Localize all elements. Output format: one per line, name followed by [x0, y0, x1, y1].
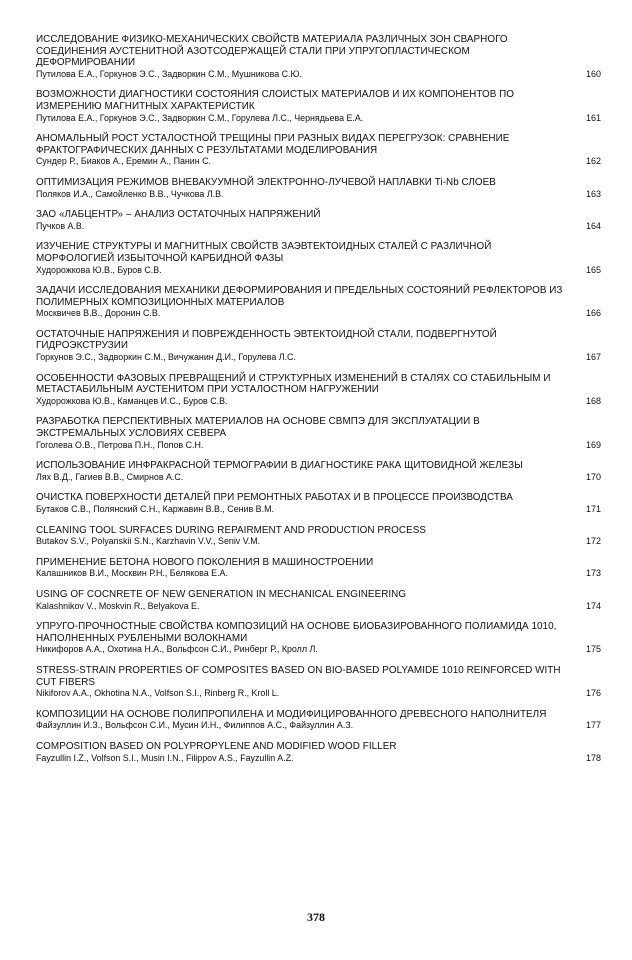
entry-title: CLEANING TOOL SURFACES DURING REPAIRMENT AND PRODUCTION PROCESS: [36, 524, 426, 536]
entry-authors: Fayzullin I.Z., Volfson S.I., Musin I.N., Filippov A.S., Fayzullin A.Z.: [36, 752, 294, 763]
page-number: 378: [307, 910, 325, 924]
toc-entry: [36, 460, 601, 482]
toc-entry: [36, 89, 601, 123]
entry-authors: Бутаков С.В., Полянский С.Н., Каржавин В.В., Сенив В.М.: [36, 504, 274, 514]
toc-entry: [36, 373, 601, 407]
entry-authors: Сундер Р., Биаков А., Еремин А., Панин С.: [36, 156, 211, 167]
entry-page-number: 172: [585, 536, 601, 547]
entry-page-number: 171: [585, 504, 601, 514]
entry-title: USING OF COCNRETE OF NEW GENERATION IN MECHANICAL ENGINEERING: [36, 588, 407, 600]
entry-page-number: 164: [585, 220, 601, 231]
entry-title: ОПТИМИЗАЦИЯ РЕЖИМОВ ВНЕВАКУУМНОЙ ЭЛЕКТРОННО-ЛУЧЕВОЙ НАПЛАВКИ Ti-Nb СЛОЕВ: [36, 176, 496, 188]
entry-title: ОСОБЕННОСТИ ФАЗОВЫХ ПРЕВРАЩЕНИЙ И СТРУКТУРНЫХ ИЗМЕНЕНИЙ В СТАЛЯХ СО СТАБИЛЬНЫМ И МЕТАСТАБИЛЬНЫМ АУСТЕНИТОМ ПРИ УСТАЛОСТНОМ НАГРУЖЕНИИ: [36, 372, 551, 396]
entry-authors: Файзуллин И.З., Вольфсон С.И., Мусин И.Н., Филиппов А.С., Файзуллин А.З.: [36, 720, 354, 731]
entry-authors: Горкунов Э.С., Задворкин С.М., Вичужанин Д.И., Горулева Л.С.: [36, 352, 296, 363]
toc-entry: [36, 285, 601, 319]
entry-title: КОМПОЗИЦИИ НА ОСНОВЕ ПОЛИПРОПИЛЕНА И МОДИФИЦИРОВАННОГО ДРЕВЕСНОГО НАПОЛНИТЕЛЯ: [36, 708, 547, 720]
entry-title: УПРУГО-ПРОЧНОСТНЫЕ СВОЙСТВА КОМПОЗИЦИЙ НА ОСНОВЕ БИОБАЗИРОВАННОГО ПОЛИАМИДА 1010, НАПОЛНЕННЫХ РУБЛЕНЫМИ ВОЛОКНАМИ: [36, 621, 557, 644]
entry-title: ВОЗМОЖНОСТИ ДИАГНОСТИКИ СОСТОЯНИЯ СЛОИСТЫХ МАТЕРИАЛОВ И ИХ КОМПОНЕНТОВ ПО ИЗМЕРЕНИЮ МАГНИТНЫХ ХАРАКТЕРИСТИК: [36, 89, 515, 112]
toc-entry: [36, 177, 601, 199]
toc-entry: [36, 525, 601, 547]
entry-page-number: 162: [585, 156, 601, 167]
entry-page-number: 165: [585, 264, 601, 275]
entry-page-number: 176: [585, 688, 601, 699]
entry-page-number: 163: [585, 188, 601, 199]
entry-authors: Nikiforov A.A., Okhotina N.A., Volfson S.I., Rinberg R., Kroll L.: [36, 688, 280, 699]
toc-entry: [36, 209, 601, 231]
entry-page-number: 166: [585, 308, 601, 319]
entry-title: ОСТАТОЧНЫЕ НАПРЯЖЕНИЯ И ПОВРЕЖДЕННОСТЬ ЭВТЕКТОИДНОЙ СТАЛИ, ПОДВЕРГНУТОЙ ГИДРОЭКСТРУЗИИ: [36, 328, 497, 352]
toc-entry: [36, 133, 601, 167]
entry-page-number: 177: [585, 720, 601, 731]
entry-title: STRESS-STRAIN PROPERTIES OF COMPOSITES BASED ON BIO-BASED POLYAMIDE 1010 REINFORCED WITH CUT FIBERS: [36, 664, 561, 688]
entry-page-number: 170: [585, 471, 601, 482]
entry-page-number: 168: [585, 395, 601, 406]
entry-authors: Пучков А.В.: [36, 220, 85, 231]
entry-authors: Kalashnikov V., Moskvin R., Belyakova E.: [36, 600, 200, 611]
entry-page-number: 173: [585, 568, 601, 579]
toc-entry: [36, 416, 601, 450]
entry-page-number: 160: [585, 68, 601, 79]
entry-title: РАЗРАБОТКА ПЕРСПЕКТИВНЫХ МАТЕРИАЛОВ НА ОСНОВЕ СВМПЭ ДЛЯ ЭКСПЛУАТАЦИИ В ЭКСТРЕМАЛЬНЫХ УСЛОВИЯХ СЕВЕРА: [36, 416, 480, 440]
entry-authors: Путилова Е.А., Горкунов Э.С., Задворкин С.М., Горулева Л.С., Чернядьева Е.А.: [36, 112, 364, 123]
toc-entry: [36, 557, 601, 579]
entry-authors: Москвичев В.В., Доронин С.В.: [36, 308, 161, 319]
entry-authors: Путилова Е.А., Горкунов Э.С., Задворкин С.М., Мушникова С.Ю.: [36, 68, 302, 79]
toc-entry: [36, 34, 601, 79]
entry-authors: Калашников В.И., Москвин Р.Н., Белякова Е.А.: [36, 568, 228, 579]
entry-title: ЗАДАЧИ ИССЛЕДОВАНИЯ МЕХАНИКИ ДЕФОРМИРОВАНИЯ И ПРЕДЕЛЬНЫХ СОСТОЯНИЙ РЕФЛЕКТОРОВ ИЗ ПОЛИМЕРНЫХ КОМПОЗИЦИОННЫХ МАТЕРИАЛОВ: [36, 285, 563, 308]
entry-page-number: 174: [585, 600, 601, 611]
entry-page-number: 175: [585, 644, 601, 655]
toc-entry: [36, 665, 601, 699]
toc-entry: [36, 241, 601, 275]
toc-entry: [36, 589, 601, 611]
entry-title: ОЧИСТКА ПОВЕРХНОСТИ ДЕТАЛЕЙ ПРИ РЕМОНТНЫХ РАБОТАХ И В ПРОЦЕССЕ ПРОИЗВОДСТВА: [36, 492, 513, 504]
entry-title: ЗАО «ЛАБЦЕНТР» – АНАЛИЗ ОСТАТОЧНЫХ НАПРЯЖЕНИЙ: [36, 209, 321, 221]
entry-title: АНОМАЛЬНЫЙ РОСТ УСТАЛОСТНОЙ ТРЕЩИНЫ ПРИ РАЗНЫХ ВИДАХ ПЕРЕГРУЗОК: СРАВНЕНИЕ ФРАКТОГРАФИЧЕСКИХ ДАННЫХ С РЕЗУЛЬТАТАМИ МОДЕЛИРОВАНИЯ: [36, 133, 510, 156]
entry-page-number: 169: [585, 439, 601, 450]
toc-entry: [36, 621, 601, 655]
entry-authors: Поляков И.А., Самойленко В.В., Чучкова Л.В.: [36, 188, 224, 199]
entry-authors: Гоголева О.В., Петрова П.Н., Попов С.Н.: [36, 439, 204, 450]
entry-title: ИССЛЕДОВАНИЕ ФИЗИКО-МЕХАНИЧЕСКИХ СВОЙСТВ МАТЕРИАЛА РАЗЛИЧНЫХ ЗОН СВАРНОГО СОЕДИНЕНИЯ АУСТЕНИТНОЙ АЗОТСОДЕРЖАЩЕЙ СТАЛИ ПРИ УПРУГОПЛАСТИЧЕСКОМ ДЕФОРМИРОВАНИИ: [36, 34, 508, 69]
entry-authors: Худорожкова Ю.В., Каманцев И.С., Буров С.В.: [36, 395, 228, 406]
table-of-contents: [36, 34, 601, 773]
entry-page-number: 161: [585, 112, 601, 123]
entry-page-number: 167: [585, 352, 601, 363]
entry-authors: Butakov S.V., Polyanskii S.N., Karzhavin V.V., Seniv V.M.: [36, 536, 261, 547]
entry-title: COMPOSITION BASED ON POLYPROPYLENE AND MODIFIED WOOD FILLER: [36, 740, 397, 752]
entry-page-number: 178: [585, 752, 601, 763]
entry-title: ИСПОЛЬЗОВАНИЕ ИНФРАКРАСНОЙ ТЕРМОГРАФИИ В ДИАГНОСТИКЕ РАКА ЩИТОВИДНОЙ ЖЕЛЕЗЫ: [36, 460, 523, 472]
toc-entry: [36, 329, 601, 363]
entry-title: ИЗУЧЕНИЕ СТРУКТУРЫ И МАГНИТНЫХ СВОЙСТВ ЗАЭВТЕКТОИДНЫХ СТАЛЕЙ С РАЗЛИЧНОЙ МОРФОЛОГИЕЙ ИЗБЫТОЧНОЙ КАРБИДНОЙ ФАЗЫ: [36, 241, 492, 264]
entry-authors: Никифоров А.А., Охотина Н.А., Вольфсон С.И., Ринберг Р., Кролл Л.: [36, 644, 318, 655]
entry-title: ПРИМЕНЕНИЕ БЕТОНА НОВОГО ПОКОЛЕНИЯ В МАШИНОСТРОЕНИИ: [36, 556, 374, 568]
entry-authors: Лях В.Д., Гагиев В.В., Смирнов А.С.: [36, 471, 184, 482]
toc-entry: [36, 709, 601, 731]
toc-entry: [36, 741, 601, 763]
toc-entry: [36, 492, 601, 514]
entry-authors: Худорожкова Ю.В., Буров С.В.: [36, 264, 162, 275]
